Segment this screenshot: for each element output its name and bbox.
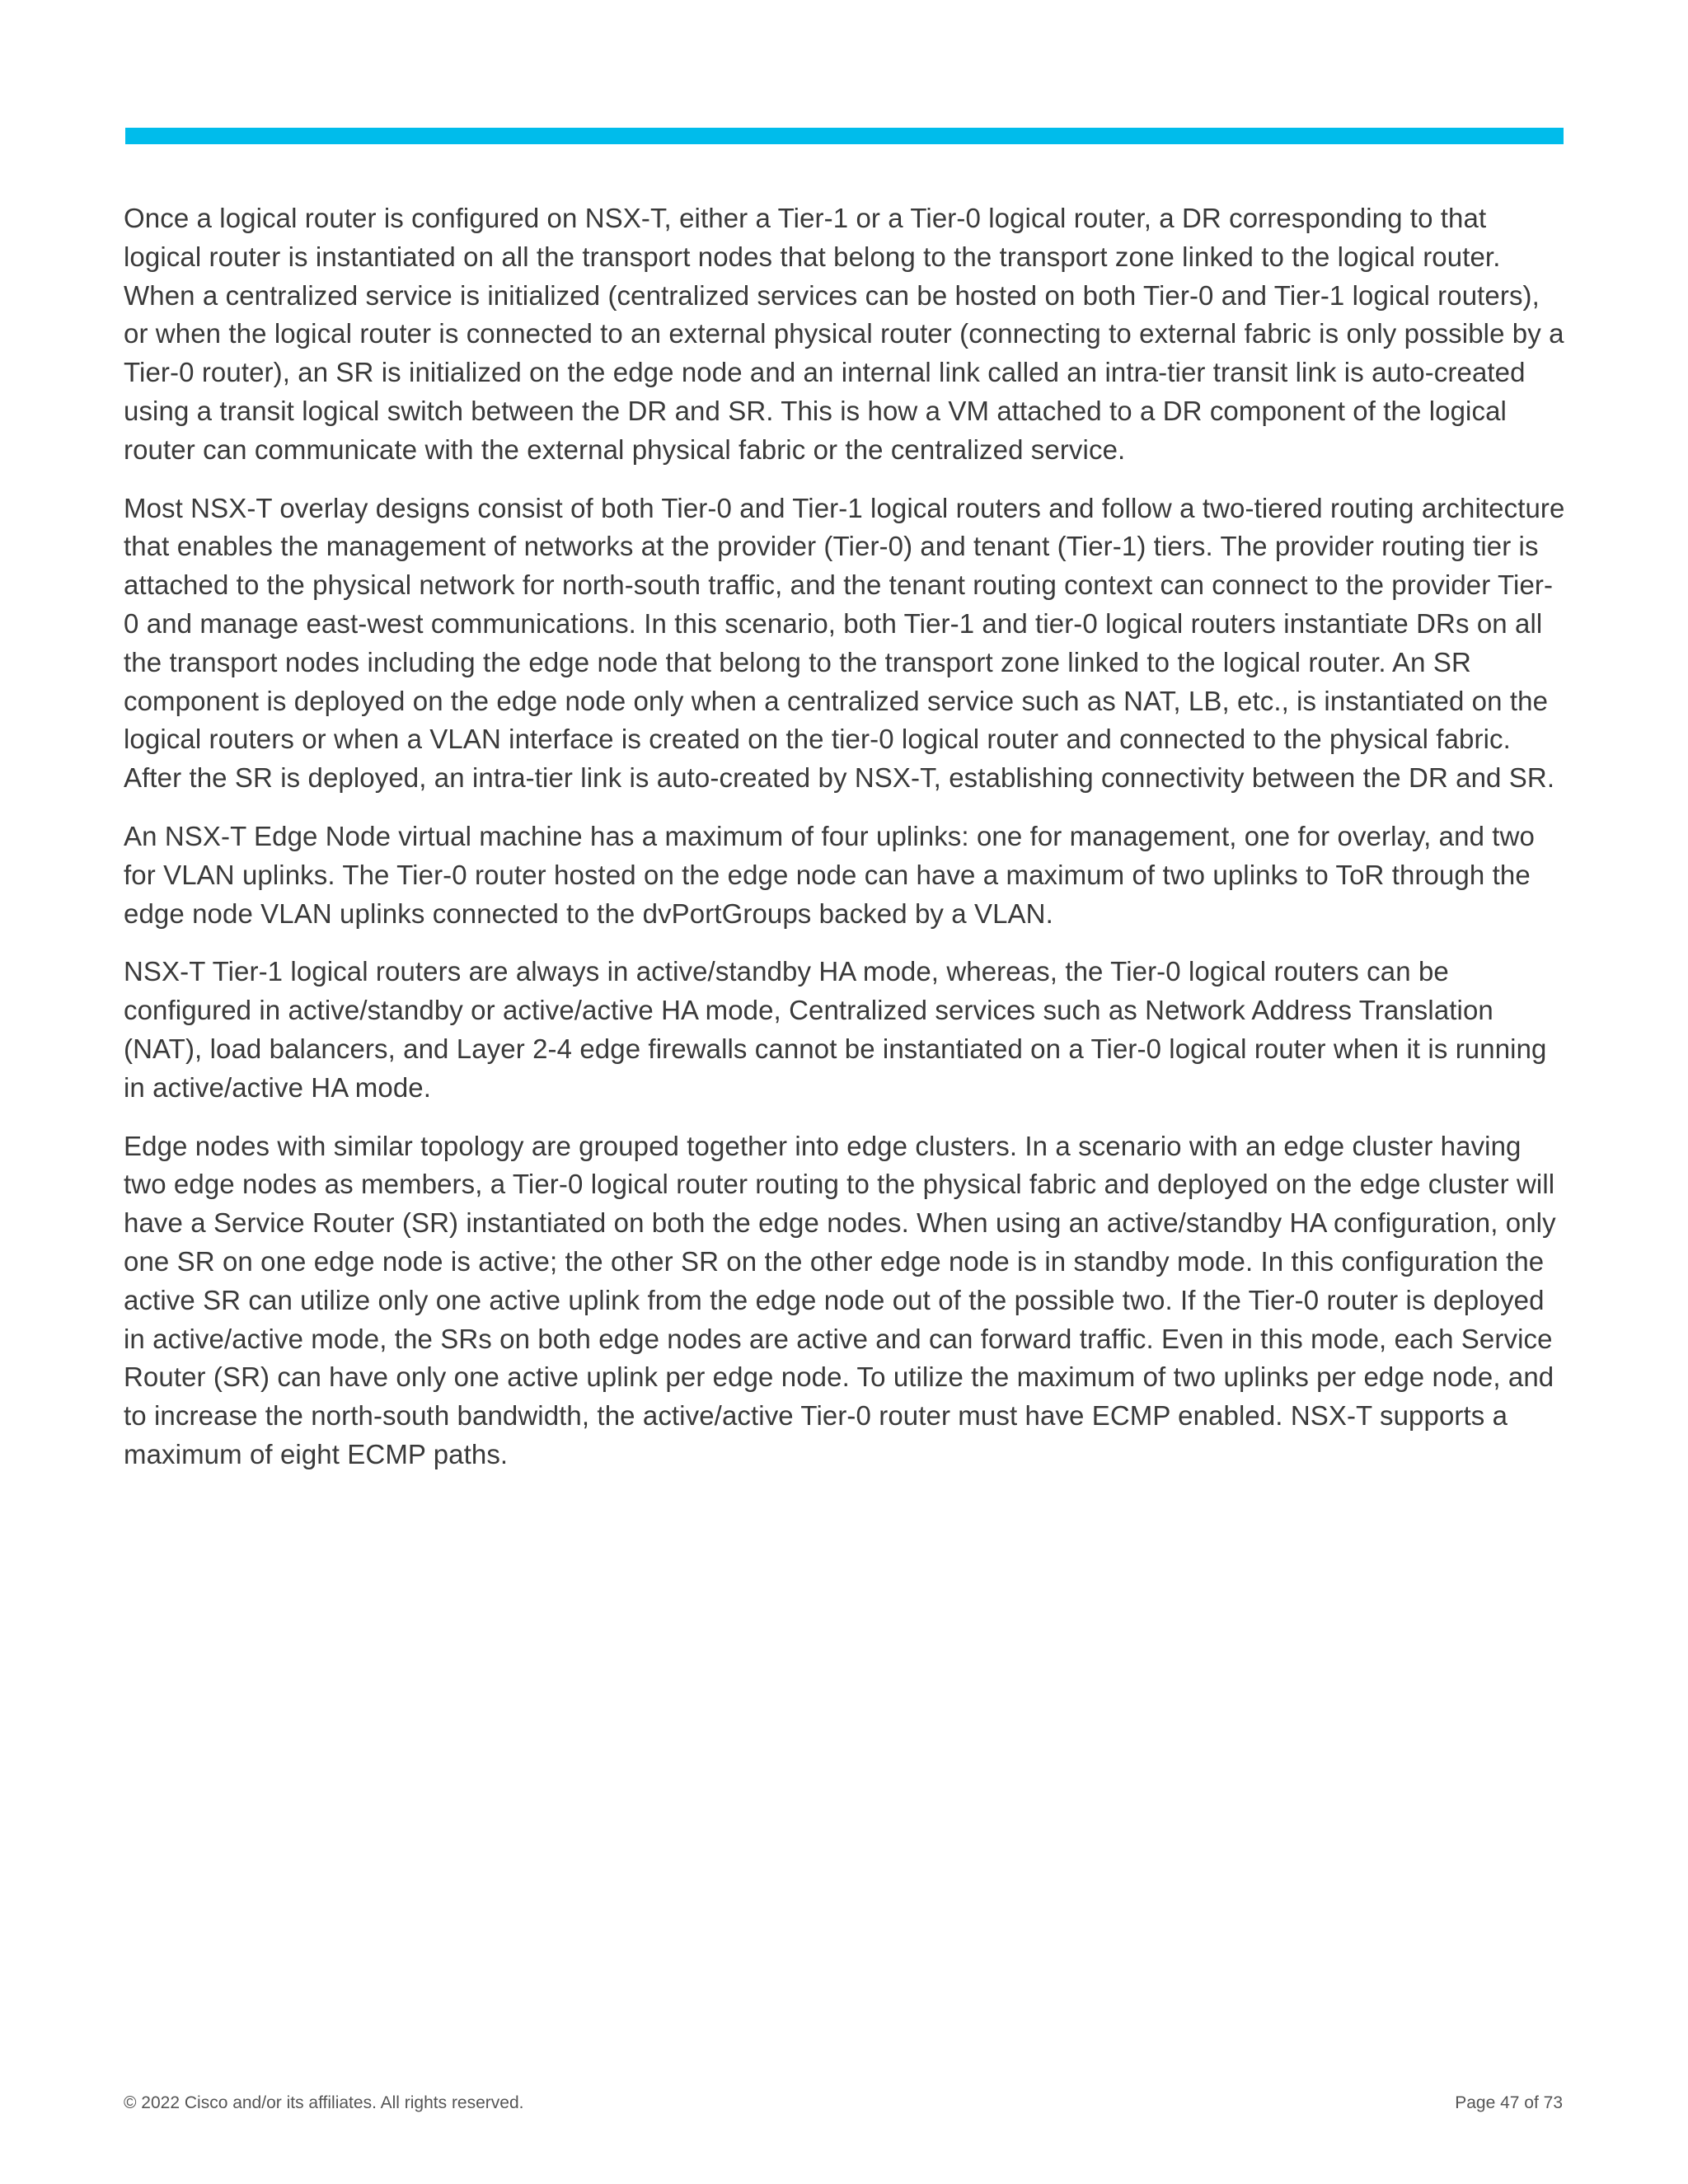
copyright-notice: © 2022 Cisco and/or its affiliates. All rights reserved. (124, 2093, 524, 2112)
paragraph-edge-clusters: Edge nodes with similar topology are grouped together into edge clusters. In a scenario with an edge cluster having two edge nodes as members, a Tier-0 logical router routing to the physical fabric and deployed on the edge cluster will have a Service Router (SR) instantiated on both the edge nodes. When using an active/standby HA configuration, only one SR on one edge node is active; the other SR on the other edge node is in standby mode. In this configuration the active SR can utilize only one active uplink from the edge node out of the possible two. If the Tier-0 router is deployed in active/active mode, the SRs on both edge nodes are active and can forward traffic. Even in this mode, each Service Router (SR) can have only one active uplink per edge node. To utilize the maximum of two uplinks per edge node, and to increase the north-south bandwidth, the active/active Tier-0 router must have ECMP enabled. NSX-T supports a maximum of eight ECMP paths. (124, 1130, 1556, 1469)
paragraph-dr-sr-instantiation: Once a logical router is configured on NSX-T, either a Tier-1 or a Tier-0 logical router, a DR corresponding to that logical router is instantiated on all the transport nodes that belong to the transport zone linked to the logical router. When a centralized service is initialized (centralized services can be hosted on both Tier-0 and Tier-1 logical routers), or when the logical router is connected to an external physical router (connecting to external fabric is only possible by a Tier-0 router), an SR is initialized on the edge node and an internal link called an intra-tier transit link is auto-created using a transit logical switch between the DR and SR. This is how a VM attached to a DR component of the logical router can communicate with the external physical fabric or the centralized service. (124, 203, 1564, 465)
header-accent-bar (125, 128, 1564, 144)
paragraph-ha-modes: NSX-T Tier-1 logical routers are always in active/standby HA mode, whereas, the Tier-0 logical routers can be configured in active/standby or active/active HA mode, Centralized services such as Network Address Translation (NAT), load balancers, and Layer 2-4 edge firewalls cannot be instantiated on a Tier-0 logical router when it is running in active/active HA mode. (124, 956, 1547, 1103)
paragraph-edge-node-uplinks: An NSX-T Edge Node virtual machine has a maximum of four uplinks: one for management, one for overlay, and two for VLAN uplinks. The Tier-0 router hosted on the edge node can have a maximum of two uplinks to ToR through the edge node VLAN uplinks connected to the dvPortGroups backed by a VLAN. (124, 820, 1535, 929)
page-body (124, 199, 1566, 1494)
page-footer (124, 2093, 1563, 2118)
paragraph-two-tier-routing: Most NSX-T overlay designs consist of both Tier-0 and Tier-1 logical routers and follow a two-tiered routing architecture that enables the management of networks at the provider (Tier-0) and tenant (Tier-1) tiers. The provider routing tier is attached to the physical network for north-south traffic, and the tenant routing context can connect to the provider Tier-0 and manage east-west communications. In this scenario, both Tier-1 and tier-0 logical routers instantiate DRs on all the transport nodes including the edge node that belong to the transport zone linked to the logical router. An SR component is deployed on the edge node only when a centralized service such as NAT, LB, etc., is instantiated on the logical routers or when a VLAN interface is created on the tier-0 logical router and connected to the physical fabric. After the SR is deployed, an intra-tier link is auto-created by NSX-T, establishing connectivity between the DR and SR. (124, 492, 1565, 794)
page-number: Page 47 of 73 (1455, 2093, 1563, 2112)
